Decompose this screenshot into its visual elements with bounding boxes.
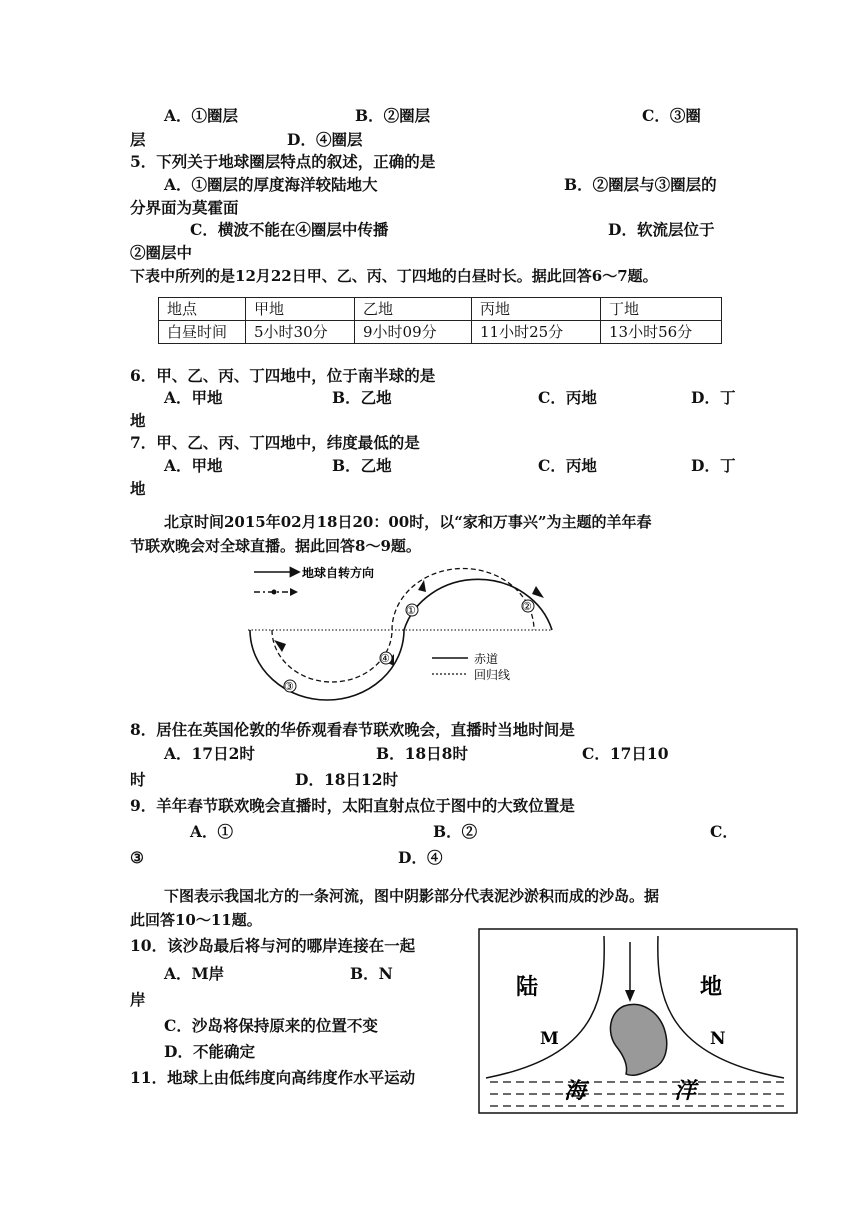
- river-island-diagram: [478, 928, 798, 1114]
- q6-option-a: A．甲地: [164, 388, 223, 407]
- table-row: [159, 321, 722, 344]
- q10-option-a: A．M岸: [164, 964, 225, 983]
- gala-intro-line2: 节联欢晚会对全球直播。据此回答8～9题。: [130, 537, 421, 555]
- q8-option-b: B．18日8时: [376, 744, 468, 763]
- table-header-cell: 乙地: [355, 298, 472, 321]
- sun-path-diagram: [246, 556, 566, 706]
- table-cell: 13小时56分: [601, 321, 722, 344]
- table-intro: 下表中所列的是12月22日甲、乙、丙、丁四地的白昼时长。据此回答6～7题。: [130, 267, 658, 285]
- q10-option-b-wrap: 岸: [130, 990, 146, 1009]
- table-cell: 白昼时间: [159, 321, 246, 344]
- q9-stem: 9．羊年春节联欢晚会直播时，太阳直射点位于图中的大致位置是: [130, 796, 575, 815]
- marker-3: ③: [284, 680, 294, 693]
- rotation-legend-label: 地球自转方向: [302, 566, 375, 580]
- marker-4: ④: [380, 652, 390, 665]
- sea-label-left: 海: [564, 1078, 587, 1104]
- q7-option-d-wrap: 地: [130, 479, 146, 498]
- q11-stem: 11．地球上由低纬度向高纬度作水平运动: [130, 1068, 416, 1087]
- q6-option-d: D．丁: [691, 388, 736, 407]
- q6-stem: 6．甲、乙、丙、丁四地中，位于南半球的是: [130, 366, 436, 385]
- q5-option-c: C．横波不能在④圈层中传播: [190, 220, 389, 239]
- q4-option-a: A．①圈层: [164, 106, 239, 125]
- q8-option-a: A．17日2时: [164, 744, 255, 763]
- table-header-row: [159, 298, 722, 321]
- q8-option-c: C．17日10: [582, 744, 669, 763]
- q9-option-a: A．①: [190, 822, 234, 841]
- bank-label-m: M: [540, 1029, 559, 1049]
- q5-stem: 5．下列关于地球圈层特点的叙述，正确的是: [130, 152, 436, 171]
- bank-label-n: N: [710, 1029, 726, 1049]
- q5-option-a: A．①圈层的厚度海洋较陆地大: [164, 175, 378, 194]
- q7-option-b: B．乙地: [332, 456, 392, 475]
- q7-stem: 7．甲、乙、丙、丁四地中，纬度最低的是: [130, 433, 420, 452]
- q4-option-d: D．④圈层: [287, 130, 363, 149]
- q7-option-d: D．丁: [691, 456, 736, 475]
- daylight-table: [158, 297, 722, 344]
- table-header-cell: 甲地: [246, 298, 355, 321]
- q8-stem: 8．居住在英国伦敦的华侨观看春节联欢晚会，直播时当地时间是: [130, 720, 575, 739]
- q9-option-c-wrap: ③: [130, 848, 144, 867]
- q10-option-b: B．N: [350, 964, 393, 983]
- land-label-left: 陆: [516, 974, 539, 1000]
- table-header-cell: 丁地: [601, 298, 722, 321]
- q4-option-c: C．③圈: [642, 106, 701, 125]
- equator-legend-label: 赤道: [474, 652, 499, 666]
- q9-option-b: B．②: [433, 822, 478, 841]
- q10-option-d: D．不能确定: [164, 1042, 255, 1061]
- q8-option-c-wrap: 时: [130, 770, 146, 789]
- table-header-cell: 地点: [159, 298, 246, 321]
- sea-label-right: 洋: [674, 1078, 697, 1104]
- marker-1: ①: [406, 604, 416, 617]
- q5-option-d-wrap: ②圈层中: [130, 243, 193, 262]
- q7-option-a: A．甲地: [164, 456, 223, 475]
- q10-option-c: C．沙岛将保持原来的位置不变: [164, 1016, 378, 1035]
- table-cell: 11小时25分: [472, 321, 601, 344]
- q6-option-c: C．丙地: [538, 388, 597, 407]
- land-label-right: 地: [700, 974, 723, 1000]
- q7-option-c: C．丙地: [538, 456, 597, 475]
- q10-stem: 10．该沙岛最后将与河的哪岸连接在一起: [130, 936, 416, 955]
- q5-option-b-wrap: 分界面为莫霍面: [130, 198, 239, 217]
- gala-intro-line1: 北京时间2015年02月18日20：00时，以“家和万事兴”为主题的羊年春: [164, 513, 652, 531]
- table-header-cell: 丙地: [472, 298, 601, 321]
- q8-option-d: D．18日12时: [295, 770, 399, 789]
- river-intro-line2: 此回答10～11题。: [130, 911, 262, 929]
- table-cell: 9小时09分: [355, 321, 472, 344]
- table-cell: 5小时30分: [246, 321, 355, 344]
- marker-2: ②: [522, 600, 532, 613]
- q5-option-d: D．软流层位于: [608, 220, 715, 239]
- river-intro-line1: 下图表示我国北方的一条河流，图中阴影部分代表泥沙淤积而成的沙岛。据: [164, 887, 660, 905]
- q5-option-b: B．②圈层与③圈层的: [564, 175, 717, 194]
- q9-option-c: C．: [710, 822, 738, 841]
- q6-option-d-wrap: 地: [130, 411, 146, 430]
- q4-option-b: B．②圈层: [355, 106, 431, 125]
- q9-option-d: D．④: [398, 848, 443, 867]
- tropic-legend-label: 回归线: [474, 668, 511, 682]
- q4-option-c-wrap: 层: [130, 130, 146, 149]
- q6-option-b: B．乙地: [332, 388, 392, 407]
